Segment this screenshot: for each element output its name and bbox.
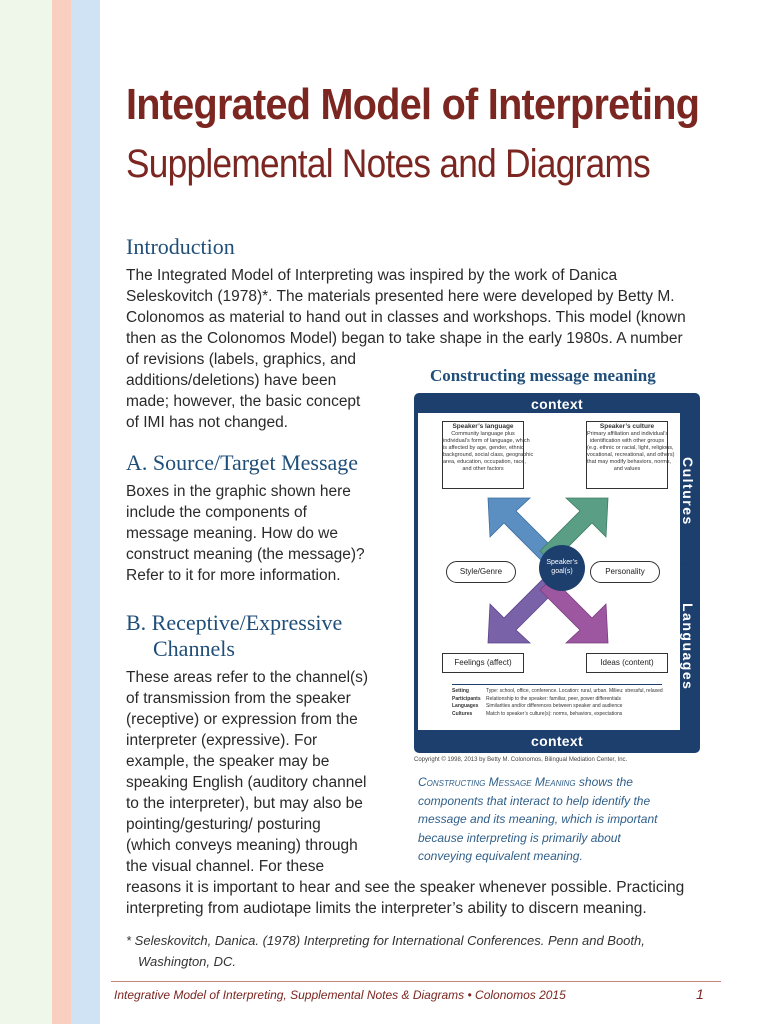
goal-line: goal(s)	[551, 568, 573, 575]
text-line: Refer to it for more information.	[126, 567, 341, 584]
box-line: and values	[613, 466, 641, 472]
box-title: Speaker’s language	[452, 423, 514, 430]
footnote-line: Washington, DC.	[138, 954, 237, 969]
context-legend	[452, 688, 663, 718]
caption-line: conveying equivalent meaning.	[418, 849, 583, 863]
box-line: identification with other groups	[589, 438, 665, 444]
legend-row: Languages Similarities and/or differences between speaker and audience	[452, 703, 623, 709]
footnote-line: * Seleskovitch, Danica. (1978) Interpreting for International Conferences. Penn and Booth,	[126, 933, 645, 948]
diagram-title: Constructing message meaning	[430, 366, 656, 385]
languages-label: Languages	[680, 603, 696, 691]
text-line: Colonomos as material to hand out in classes and workshops. This model (known	[126, 309, 686, 326]
text-line: (receptive) or expression from the	[126, 711, 358, 728]
left-stripe-blue	[71, 0, 100, 1024]
text-line: Boxes in the graphic shown here	[126, 483, 351, 500]
left-stripe-pink	[52, 0, 71, 1024]
caption-line: components that interact to help identify the	[418, 793, 651, 808]
text-line: interpreting from audiotape limits the interpreter’s ability to discern meaning.	[126, 900, 647, 917]
text-line: include the components of	[126, 504, 307, 521]
diagram-caption	[418, 773, 657, 866]
legend-row: Setting Type: school, office, conference. Location: rural, urban. Milieu: stressful, relaxed	[452, 688, 663, 694]
box-line: individual’s form of language, which	[443, 438, 530, 444]
diagram-copyright: Copyright © 1998, 2013 by Betty M. Colonomos, Bilingual Mediation Center, Inc.	[414, 757, 628, 763]
heading-introduction: Introduction	[126, 234, 235, 259]
legend-divider	[452, 684, 662, 685]
feelings-box: Feelings (affect)	[442, 653, 524, 673]
text-line: example, the speaker may be	[126, 753, 330, 770]
text-line: then as the Colonomos Model) began to take shape in the early 1980s. A number	[126, 330, 683, 347]
heading-receptive-expressive: B. Receptive/Expressive	[126, 610, 343, 635]
text-line: made; however, the basic concept	[126, 393, 361, 410]
heading-source-target-message: A. Source/Target Message	[126, 450, 359, 475]
box-line: Community language plus	[451, 431, 515, 437]
box-line: and other factors	[462, 466, 504, 472]
text-line: reasons it is important to hear and see the speaker whenever possible. Practicing	[126, 879, 685, 896]
style-genre-box: Style/Genre	[446, 561, 516, 583]
diagram-inner-panel	[418, 413, 680, 730]
text-line: to the interpreter), but may also be	[126, 795, 363, 812]
left-stripe-green	[0, 0, 52, 1024]
box-title: Speaker’s culture	[599, 423, 655, 430]
box-line: that may modify behaviors, norms,	[587, 459, 672, 465]
box-line: Primary affiliation and individual’s	[587, 431, 669, 437]
goal-line: Speaker’s	[546, 559, 578, 566]
text-line: speaking English (auditory channel	[126, 774, 367, 791]
caption-lead: Constructing Message Meaning	[418, 775, 576, 789]
footnote	[126, 930, 645, 972]
context-label-top: context	[531, 396, 583, 412]
text-line: additions/deletions) have been	[126, 372, 337, 389]
box-line: (e.g. ethnic or racial, light, religious,	[587, 445, 674, 451]
heading-channels: Channels	[153, 636, 235, 661]
caption-line: message and its meaning, which is important	[418, 812, 658, 826]
cultures-label: Cultures	[680, 457, 696, 526]
personality-box: Personality	[590, 561, 660, 583]
footer-text: Integrative Model of Interpreting, Supplemental Notes & Diagrams • Colonomos 2015	[114, 988, 566, 1002]
box-line: is affected by age, gender, ethnic	[443, 445, 524, 451]
text-line: These areas refer to the channel(s)	[126, 669, 369, 686]
speakers-goals-circle	[539, 545, 585, 591]
text-line: The Integrated Model of Interpreting was inspired by the work of Danica	[126, 267, 618, 284]
text-line: the visual channel. For these	[126, 858, 325, 875]
page-subtitle: Supplemental Notes and Diagrams	[126, 142, 651, 186]
text-line: interpreter (expressive). For	[126, 732, 318, 749]
box-line: area, education, occupation, race,	[443, 459, 526, 465]
text-line: of transmission from the speaker	[126, 690, 351, 707]
caption-line: because interpreting is primarily about	[418, 830, 621, 845]
legend-row: Cultures Match to speaker’s culture(s): norms, behaviors, expectations	[452, 710, 623, 717]
text-line: of revisions (labels, graphics, and	[126, 351, 357, 368]
speakers-culture-box	[586, 421, 675, 489]
ideas-box: Ideas (content)	[586, 653, 668, 673]
section-a-paragraph	[126, 481, 365, 586]
page-title: Integrated Model of Interpreting	[126, 80, 700, 129]
legend-row: Participants Relationship to the speaker: familiar, peer, power differentials	[452, 695, 621, 702]
text-line: message meaning. How do we	[126, 525, 338, 542]
footer-divider	[111, 981, 721, 982]
box-line: vocational, recreational, and others)	[587, 452, 675, 458]
text-line: Seleskovitch (1978)*. The materials presented here were developed by Betty M.	[126, 288, 675, 305]
page-number: 1	[696, 986, 704, 1002]
speakers-language-box	[442, 421, 534, 489]
text-line: pointing/gesturing/ posturing	[126, 816, 321, 833]
text-line: of IMI has not changed.	[126, 414, 288, 431]
box-line: background, social class, geographic	[443, 452, 534, 458]
context-label-bottom: context	[531, 733, 583, 749]
text-line: (which conveys meaning) through	[126, 837, 358, 854]
caption-line: Constructing Message Meaning shows the	[418, 775, 633, 789]
text-line: construct meaning (the message)?	[126, 546, 365, 563]
